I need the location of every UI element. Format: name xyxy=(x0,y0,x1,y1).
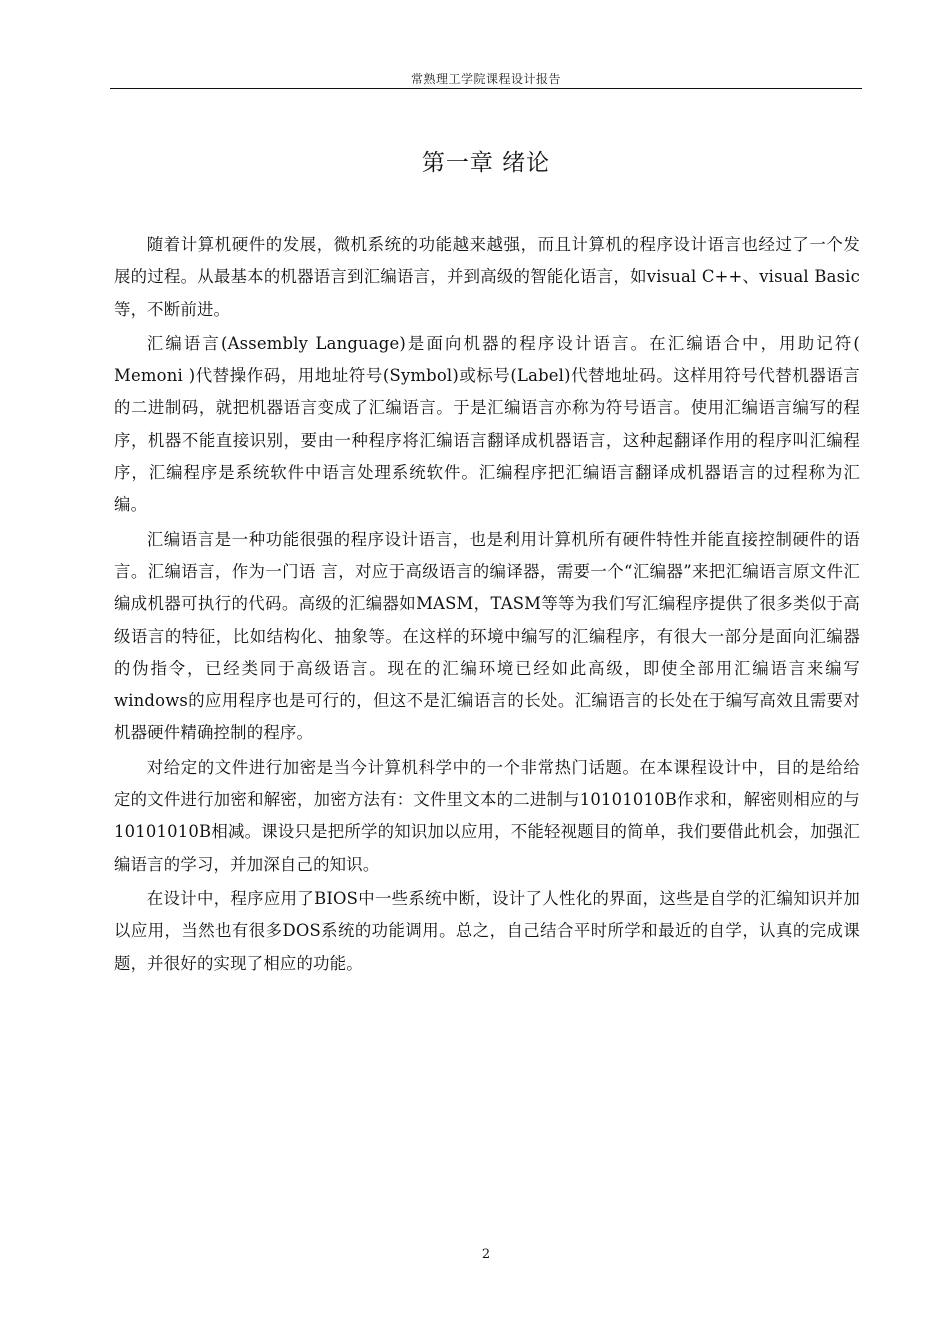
running-header: 常熟理工学院课程设计报告 xyxy=(410,72,561,86)
paragraph-4: 对给定的文件进行加密是当今计算机科学中的一个非常热门话题。在本课程设计中，目的是给给定的文件进行加密和解密，加密方法有：文件里文本的二进制与10101010B作求和，解密则相应的与10101010B相减。课设只是把所学的知识加以应用，不能轻视题目的简单，我们要借此机会，加强汇编语言的学习，并加深自己的知识。 xyxy=(114,757,860,874)
paragraph-3: 汇编语言是一种功能很强的程序设计语言，也是利用计算机所有硬件特性并能直接控制硬件的语言。汇编语言，作为一门语 言，对应于高级语言的编译器，需要一个“汇编器”来把汇编语言原文件汇编成机器可执行的代码。高级的汇编器如MASM，TASM等等为我们写汇编程序提供了很多类似于高级语言的特征，比如结构化、抽象等。在这样的环境中编写的汇编程序，有很大一部分是面向汇编器的伪指令，已经类同于高级语言。现在的汇编环境已经如此高级，即使全部用汇编语言来编写windows的应用程序也是可行的，但这不是汇编语言的长处。汇编语言的长处在于编写高效且需要对机器硬件精确控制的程序。 xyxy=(114,529,860,743)
chapter-title: 第一章 绪论 xyxy=(421,150,551,176)
body-text xyxy=(114,229,860,982)
paragraph-5: 在设计中，程序应用了BIOS中一些系统中断，设计了人性化的界面，这些是自学的汇编知识并加以应用，当然也有很多DOS系统的功能调用。总之，自己结合平时所学和最近的自学，认真的完成课题，并很好的实现了相应的功能。 xyxy=(114,888,860,973)
header-rule xyxy=(110,88,862,89)
paragraph-2: 汇编语言(Assembly Language)是面向机器的程序设计语言。在汇编语合中，用助记符( Memoni )代替操作码，用地址符号(Symbol)或标号(Label)代替地址码。这样用符号代替机器语言的二进制码，就把机器语言变成了汇编语言。于是汇编语言亦称为符号语言。使用汇编语言编写的程序，机器不能直接识别，要由一种程序将汇编语言翻译成机器语言，这种起翻译作用的程序叫汇编程序，汇编程序是系统软件中语言处理系统软件。汇编程序把汇编语言翻译成机器语言的过程称为汇编。 xyxy=(114,333,860,515)
paragraph-1: 随着计算机硬件的发展，微机系统的功能越来越强，而且计算机的程序设计语言也经过了一个发展的过程。从最基本的机器语言到汇编语言，并到高级的智能化语言，如visual C++、visual Basic等，不断前进。 xyxy=(114,235,860,319)
page-number: 2 xyxy=(481,1247,491,1262)
